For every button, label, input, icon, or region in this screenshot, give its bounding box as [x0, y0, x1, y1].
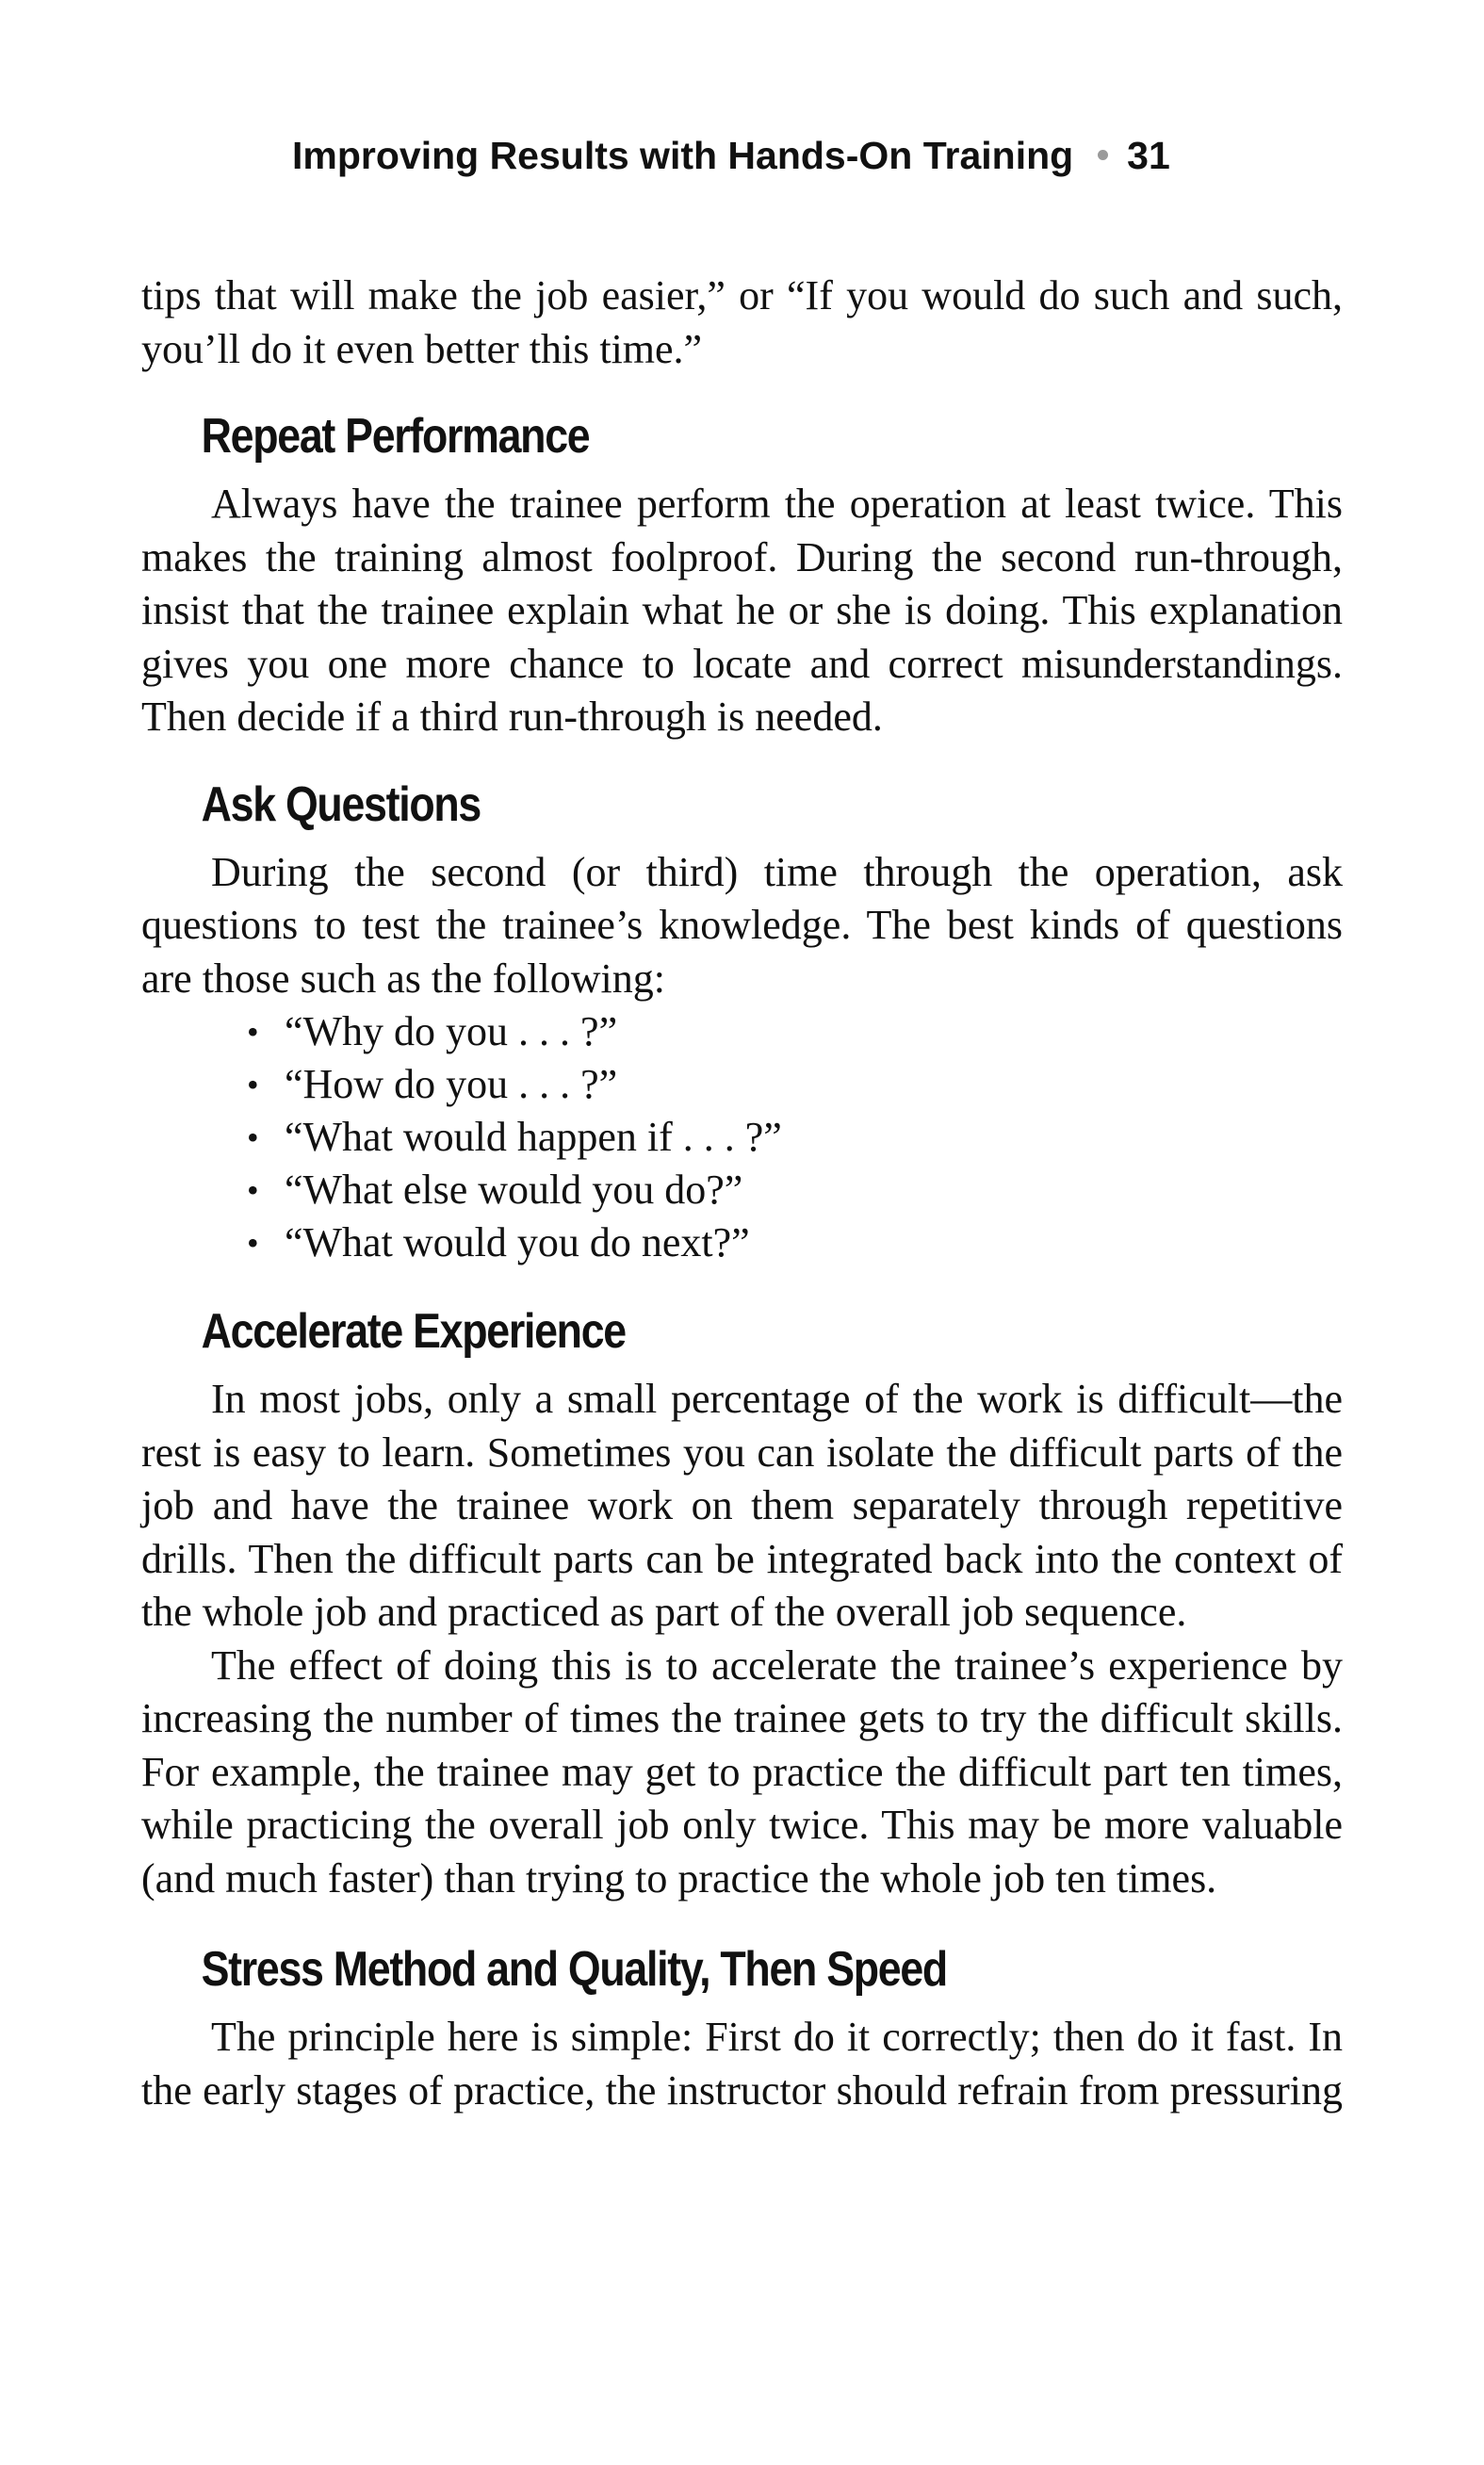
page-number: 31: [1127, 134, 1170, 177]
list-item: • “How do you . . . ?”: [247, 1058, 1343, 1111]
separator-dot-icon: [1098, 150, 1108, 160]
list-item: • “What would happen if . . . ?”: [247, 1111, 1343, 1164]
accelerate-paragraph-1: In most jobs, only a small percentage of the work is difficult—the rest is easy to learn. Sometimes you can isolate the difficult parts of the job and have the trainee work on them separately through repetitive drills. Then the difficult parts can be integrated back into the context of the whole job and practiced as part of the overall job sequence.: [141, 1376, 1343, 1635]
intro-paragraph: tips that will make the job easier,” or “If you would do such and such, you’ll do it even better this time.”: [141, 272, 1343, 372]
heading-stress-method: Stress Method and Quality, Then Speed: [201, 1942, 947, 1997]
bullet-icon: •: [247, 1066, 259, 1103]
bullet-icon: •: [247, 1224, 259, 1262]
list-item: • “Why do you . . . ?”: [247, 1005, 1343, 1058]
list-item: • “What would you do next?”: [247, 1216, 1343, 1269]
running-head: [292, 132, 1170, 179]
bullet-icon: •: [247, 1171, 259, 1209]
list-item: • “What else would you do?”: [247, 1164, 1343, 1216]
stress-paragraph: The principle here is simple: First do it correctly; then do it fast. In the early stages of practice, the instructor should refrain from pressuring: [141, 2014, 1343, 2114]
ask-paragraph: During the second (or third) time through the operation, ask questions to test the trainee’s knowledge. The best kinds of questions are those such as the following:: [141, 848, 1343, 1002]
bullet-icon: •: [247, 1013, 259, 1051]
heading-ask-questions: Ask Questions: [201, 776, 481, 832]
repeat-paragraph: Always have the trainee perform the operation at least twice. This makes the training almost foolproof. During the second run-through, insist that the trainee explain what he or she is doing. This explanation gives you one more chance to locate and correct misunderstandings. Then decide if a third run-through is needed.: [141, 481, 1343, 740]
page-body: [141, 269, 1343, 2117]
accelerate-paragraph-2: The effect of doing this is to accelerate the trainee’s experience by increasing the number of times the trainee gets to try the difficult skills. For example, the trainee may get to practice the difficult part ten times, while practicing the overall job only twice. This may be more valuable (and much faster) than trying to practice the whole job ten times.: [141, 1641, 1343, 1902]
heading-accelerate-experience: Accelerate Experience: [201, 1304, 626, 1359]
heading-repeat-performance: Repeat Performance: [201, 409, 590, 464]
bullet-icon: •: [247, 1118, 259, 1156]
question-list: [141, 1005, 1343, 1269]
running-head-title: Improving Results with Hands-On Training: [292, 134, 1074, 177]
